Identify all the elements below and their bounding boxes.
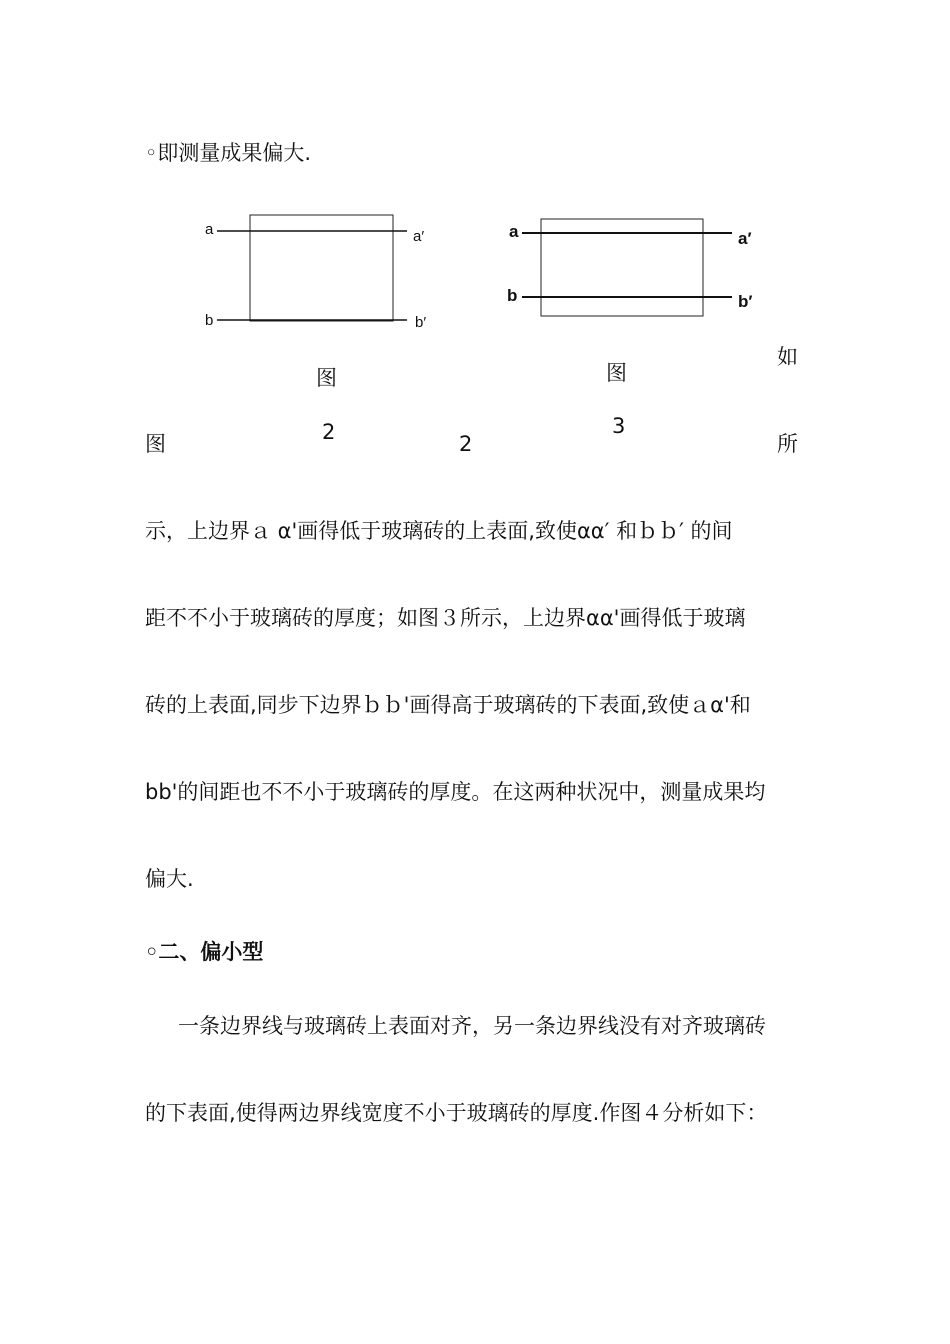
- figure-3-caption-num: 3: [612, 414, 626, 438]
- figure-2-caption-char: 图: [316, 366, 337, 390]
- label-a-prime: a′: [738, 229, 752, 248]
- section-heading: ◦二、偏小型: [145, 940, 264, 964]
- figure-2-caption-num: 2: [322, 420, 336, 444]
- float-suo: 所: [777, 432, 798, 456]
- paragraph-1-line-1: 示，上边界ａ α'画得低于玻璃砖的上表面,致使αα′ 和ｂｂ′ 的间: [145, 519, 733, 543]
- figure-3-caption-char: 图: [606, 361, 627, 385]
- label-a: a: [205, 221, 214, 238]
- paragraph-2-line-2: 的下表面,使得两边界线宽度不小于玻璃砖的厚度.作图４分析如下：: [145, 1101, 768, 1125]
- paragraph-1-line-3: 砖的上表面,同步下边界ｂｂ'画得高于玻璃砖的下表面,致使ａα'和: [145, 693, 751, 717]
- paragraph-1-line-5: 偏大.: [145, 867, 194, 891]
- float-tu: 图: [145, 432, 166, 456]
- label-a-prime: a′: [413, 228, 425, 245]
- paragraph-1-line-4: bb'的间距也不不小于玻璃砖的厚度。在这两种状况中，测量成果均: [145, 780, 766, 804]
- label-a: a: [509, 222, 519, 241]
- figure-3-diagram: [500, 210, 770, 330]
- label-b-prime: b′: [738, 292, 753, 311]
- float-num-2: 2: [459, 432, 473, 456]
- figure-2-svg: [195, 205, 445, 345]
- label-b-prime: b′: [415, 314, 427, 331]
- figure-2-diagram: [195, 205, 445, 345]
- label-b: b: [205, 312, 214, 329]
- float-ru: 如: [777, 345, 798, 369]
- paragraph-1-line-2: 距不不小于玻璃砖的厚度；如图３所示，上边界αα'画得低于玻璃: [145, 606, 746, 630]
- intro-line: ◦即测量成果偏大.: [145, 141, 312, 165]
- paragraph-2-line-1: 一条边界线与玻璃砖上表面对齐，另一条边界线没有对齐玻璃砖: [178, 1014, 766, 1038]
- label-b: b: [507, 286, 518, 305]
- figure-3-svg: [500, 210, 770, 330]
